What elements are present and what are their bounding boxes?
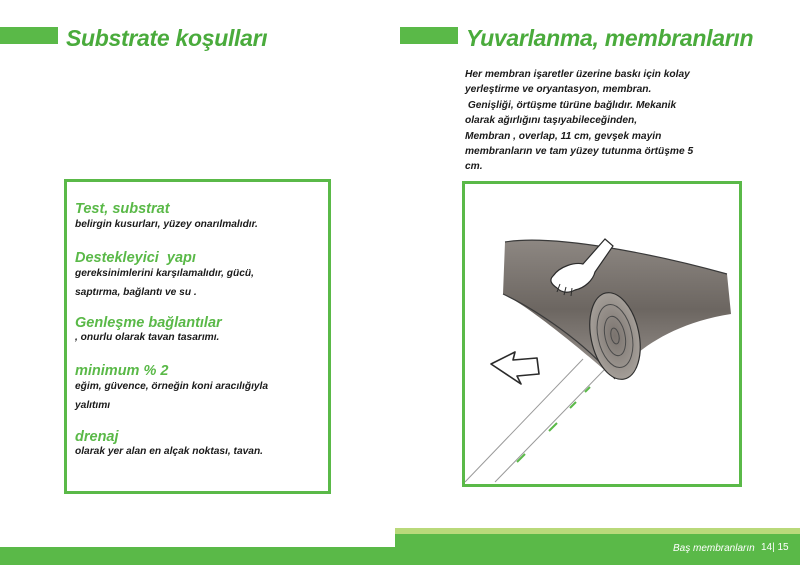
section-line: belirgin kusurları, yüzey onarılmalıdır. xyxy=(75,219,258,230)
intro-line: yerleştirme ve oryantasyon, membran. xyxy=(465,84,652,96)
intro-line: Membran , overlap, 11 cm, gevşek mayin xyxy=(465,130,662,142)
direction-arrow-icon xyxy=(491,352,539,384)
section-line: saptırma, bağlantı ve su . xyxy=(75,287,197,298)
intro-line: cm. xyxy=(465,161,483,173)
section-text-test-substrate xyxy=(75,215,258,234)
section-text-drainage xyxy=(75,442,263,461)
intro-line: olarak ağırlığını taşıyabileceğinden, xyxy=(465,115,638,127)
section-title-supporting-structure: Destekleyici yapı xyxy=(75,250,196,266)
section-text-supporting-structure xyxy=(75,264,254,302)
section-line: olarak yer alan en alçak noktası, tavan. xyxy=(75,446,264,457)
section-line: gereksinimlerini karşılamalıdır, gücü, xyxy=(75,268,254,279)
left-header-bar xyxy=(0,27,58,44)
intro-line: Genişliği, örtüşme türüne bağlıdır. Mekanik xyxy=(465,99,677,111)
left-page-title: Substrate koşulları xyxy=(66,25,268,51)
intro-line: membranların ve tam yüzey tutunma örtüşme 5 xyxy=(465,146,694,158)
right-page-title: Yuvarlanma, membranların xyxy=(466,25,754,51)
section-line: , onurlu olarak tavan tasarımı. xyxy=(75,332,220,343)
footer-strip-left xyxy=(0,547,400,565)
section-text-expansion-joints xyxy=(75,328,219,347)
section-text-minimum-slope xyxy=(75,377,268,415)
footer-label: Baş membranların xyxy=(673,543,755,554)
section-title-minimum-slope: minimum % 2 xyxy=(75,363,169,379)
section-title-expansion-joints: Genleşme bağlantılar xyxy=(75,315,222,331)
section-title-test-substrate: Test, substrat xyxy=(75,201,170,217)
page-numbers: 14| 15 xyxy=(761,542,789,553)
rolled-membrane-illustration xyxy=(462,181,742,487)
intro-paragraph xyxy=(465,67,735,175)
section-title-drainage: drenaj xyxy=(75,429,119,445)
right-header-bar xyxy=(400,27,458,44)
section-line: eğim, güvence, örneğin koni aracılığıyla xyxy=(75,381,269,392)
membrane-roll-drawing xyxy=(465,184,739,484)
intro-line: Her membran işaretler üzerine baskı için kolay xyxy=(465,69,690,80)
section-line: yalıtımı xyxy=(75,400,111,411)
